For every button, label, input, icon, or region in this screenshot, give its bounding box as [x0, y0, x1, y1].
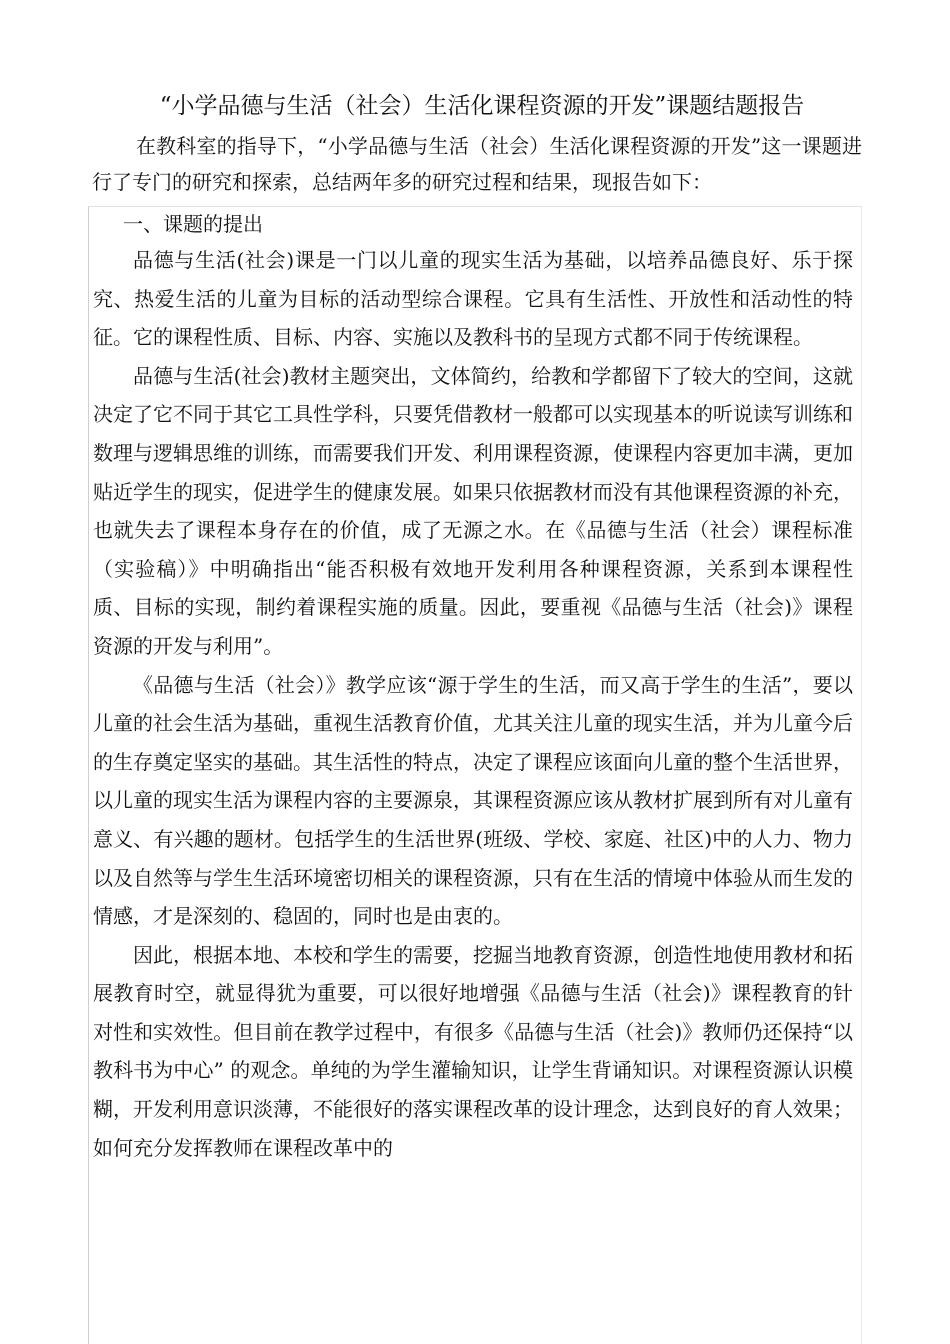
section-container [88, 206, 862, 1344]
body-paragraph: 因此，根据本地、本校和学生的需要，挖掘当地教育资源，创造性地使用教材和拓展教育时空，就显得犹为重要，可以很好地增强《品德与生活（社会)》课程教育的针对性和实效性。但目前在教学过程中，有很多《品德与生活（社会)》教师仍还保持“以教科书为中心” 的观念。单纯的为学生灌输知识，让学生背诵知识。对课程资源认识模糊，开发利用意识淡薄，不能很好的落实课程改革的设计理念，达到良好的育人效果；如何充分发挥教师在课程改革中的 [93, 942, 853, 1160]
body-paragraph: 品德与生活(社会)教材主题突出，文体简约，给教和学都留下了较大的空间，这就决定了它不同于其它工具性学科，只要凭借教材一般都可以实现基本的听说读写训练和数理与逻辑思维的训练，而需要我们开发、利用课程资源，使课程内容更加丰满，更加贴近学生的现实，促进学生的健康发展。如果只依据教材而没有其他课程资源的补充，也就失去了课程本身存在的价值，成了无源之水。在《品德与生活（社会）课程标准（实验稿）》中明确指出“能否积极有效地开发利用各种课程资源，关系到本课程性质、目标的实现，制约着课程实施的质量。因此，要重视《品德与生活（社会)》课程资源的开发与利用”。 [93, 363, 853, 658]
section-heading: 一、课题的提出 [123, 212, 263, 236]
body-paragraph: 《品德与生活（社会）》教学应该“源于学生的生活，而又高于学生的生活”，要以儿童的社会生活为基础，重视生活教育价值，尤其关注儿童的现实生活，并为儿童今后的生存奠定坚实的基础。其生活性的特点，决定了课程应该面向儿童的整个生活世界，以儿童的现实生活为课程内容的主要源泉，其课程资源应该从教材扩展到所有对儿童有意义、有兴趣的题材。包括学生的生活世界(班级、学校、家庭、社区)中的人力、物力以及自然等与学生生活环境密切相关的课程资源，只有在生活的情境中体验从而生发的情感，才是深刻的、稳固的，同时也是由衷的。 [93, 672, 853, 929]
intro-paragraph [92, 128, 862, 200]
body-paragraph: 品德与生活(社会)课是一门以儿童的现实生活为基础，以培养品德良好、乐于探究、热爱生活的儿童为目标的活动型综合课程。它具有生活性、开放性和活动性的特征。它的课程性质、目标、内容、实施以及教科书的呈现方式都不同于传统课程。 [93, 248, 853, 350]
report-title: “小学品德与生活（社会）生活化课程资源的开发”课题结题报告 [159, 93, 805, 119]
intro-text: 在教科室的指导下，“小学品德与生活（社会）生活化课程资源的开发”这一课题进行了专门的研究和探索，总结两年多的研究过程和结果，现报告如下： [92, 134, 862, 194]
